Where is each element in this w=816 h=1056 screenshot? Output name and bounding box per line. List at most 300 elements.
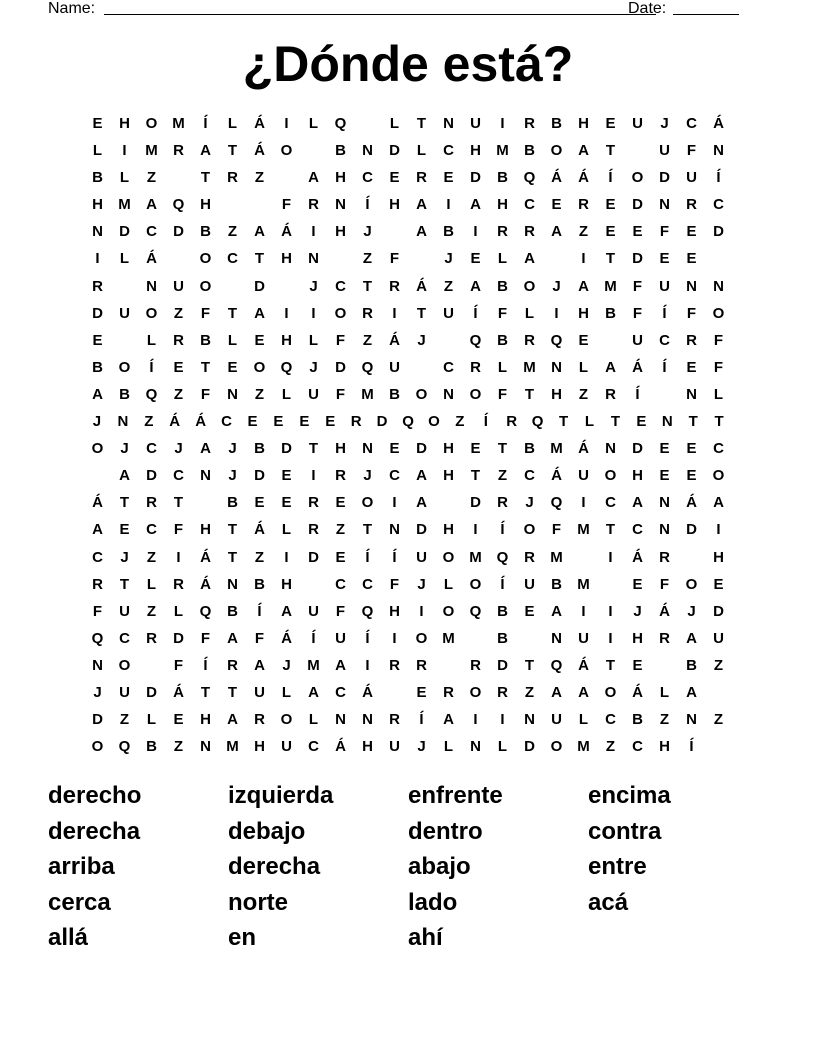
grid-cell: M [577, 521, 590, 539]
grid-cell: B [254, 575, 265, 593]
grid-cell: D [713, 223, 724, 241]
grid-cell: Q [361, 358, 374, 376]
grid-cell: L [497, 358, 508, 376]
grid-cell: Z [227, 223, 238, 241]
grid-cell [219, 277, 246, 304]
grid-cell: I [419, 602, 424, 620]
grid-cell [273, 168, 300, 195]
grid-cell [165, 168, 192, 195]
grid-cell: A [632, 494, 643, 512]
grid-cell: N [659, 494, 670, 512]
grid-cell: I [581, 602, 586, 620]
grid-cell: Q [469, 602, 482, 620]
grid-row [84, 629, 732, 656]
grid-cell: A [254, 304, 265, 322]
grid-cell: O [199, 277, 212, 295]
grid-cell: U [389, 738, 400, 756]
grid-row [84, 114, 732, 141]
grid-cell: A [119, 467, 130, 485]
grid-cell: T [200, 683, 211, 701]
grid-cell: U [443, 304, 454, 322]
grid-cell: Q [531, 413, 544, 431]
grid-cell: F [686, 304, 697, 322]
grid-cell: C [173, 467, 184, 485]
grid-cell [435, 493, 462, 520]
grid-cell: E [325, 413, 336, 431]
grid-cell: H [254, 738, 265, 756]
grid-cell: Í [662, 358, 667, 376]
grid-cell: T [119, 494, 130, 512]
grid-cell: E [470, 250, 481, 268]
grid-cell: D [713, 602, 724, 620]
grid-cell: L [578, 711, 589, 729]
grid-cell: H [551, 385, 562, 403]
grid-cell: H [443, 467, 454, 485]
grid-row [84, 304, 732, 331]
grid-cell: O [280, 142, 293, 160]
grid-cell: R [659, 548, 670, 566]
grid-cell: J [174, 440, 183, 458]
word-bank-item: debajo [228, 817, 306, 845]
grid-cell: Z [173, 385, 184, 403]
grid-cell: B [605, 304, 616, 322]
grid-cell [435, 656, 462, 683]
grid-cell: N [335, 711, 346, 729]
grid-cell: Á [632, 683, 643, 701]
grid-cell: T [254, 250, 265, 268]
grid-cell: C [632, 738, 643, 756]
grid-cell: T [362, 277, 373, 295]
grid-cell: D [146, 467, 157, 485]
grid-row [84, 710, 732, 737]
grid-cell: Q [361, 602, 374, 620]
header [48, 0, 740, 18]
grid-cell: O [91, 440, 104, 458]
word-bank-item: norte [228, 888, 288, 916]
grid-cell: Á [169, 413, 181, 431]
grid-cell: R [524, 548, 535, 566]
grid-cell: E [659, 440, 670, 458]
grid-cell: A [308, 169, 319, 187]
grid-cell: D [659, 169, 670, 187]
grid-cell: E [632, 575, 643, 593]
grid-cell: U [470, 115, 481, 132]
grid-cell: E [686, 250, 697, 268]
grid-cell: O [145, 304, 158, 322]
grid-cell: H [578, 304, 589, 322]
grid-cell: U [578, 467, 589, 485]
grid-cell: D [416, 521, 427, 539]
grid-cell: L [497, 250, 508, 268]
grid-cell: B [497, 277, 508, 295]
grid-cell: R [92, 575, 103, 593]
grid-cell: Q [550, 331, 563, 349]
name-label: Name: [48, 0, 96, 17]
grid-cell: H [335, 169, 346, 187]
grid-cell: E [119, 521, 130, 539]
grid-cell: A [551, 602, 562, 620]
grid-cell: R [389, 656, 400, 674]
grid-cell: O [145, 115, 158, 132]
grid-cell: L [659, 683, 670, 701]
grid-cell: Z [146, 169, 157, 187]
page-title: ¿Dónde está? [242, 36, 574, 92]
grid-cell: Z [497, 467, 508, 485]
grid-cell: H [119, 115, 130, 132]
grid-cell: R [497, 223, 508, 241]
grid-cell: C [335, 683, 346, 701]
grid-cell: E [632, 656, 643, 674]
grid-cell: T [605, 521, 616, 539]
grid-cell: H [632, 467, 643, 485]
grid-cell: D [470, 494, 481, 512]
grid-cell: E [389, 169, 400, 187]
grid-cell [273, 277, 300, 304]
grid-cell: N [551, 358, 562, 376]
grid-cell: R [443, 683, 454, 701]
grid-cell: B [686, 656, 697, 674]
grid-cell: C [686, 115, 697, 132]
grid-cell: L [146, 331, 157, 349]
grid-cell: N [117, 413, 129, 431]
grid-cell: J [282, 656, 291, 674]
grid-cell: R [146, 629, 157, 647]
grid-cell [84, 466, 111, 493]
word-bank-item: arriba [48, 853, 115, 880]
grid-cell: J [552, 277, 561, 295]
grid-cell: Q [334, 115, 347, 132]
grid-cell: I [581, 250, 586, 268]
grid-cell: A [146, 196, 157, 214]
grid-cell: N [713, 277, 724, 295]
grid-cell: C [605, 494, 616, 512]
grid-cell [219, 195, 246, 222]
grid-cell: N [605, 440, 616, 458]
grid-cell: T [416, 304, 427, 322]
grid-cell: J [660, 115, 669, 132]
grid-cell: R [92, 277, 103, 295]
grid-cell: H [632, 629, 643, 647]
grid-row [84, 575, 732, 602]
grid-cell: E [247, 413, 258, 431]
grid-cell: H [281, 575, 292, 593]
grid-cell: O [361, 494, 374, 512]
word-bank-item: derecha [228, 853, 321, 880]
grid-cell: O [253, 358, 266, 376]
grid-cell: B [335, 142, 346, 160]
grid-cell: A [713, 494, 724, 512]
grid-cell: A [335, 656, 346, 674]
grid-cell [705, 683, 732, 710]
grid-cell: L [173, 602, 184, 620]
grid-cell: R [389, 711, 400, 729]
word-bank-item: lado [408, 888, 458, 916]
grid-row [84, 331, 732, 358]
grid-cell: D [389, 142, 400, 160]
grid-cell [516, 629, 543, 656]
grid-cell: T [558, 413, 569, 431]
grid-cell: U [308, 385, 319, 403]
grid-cell: Á [389, 331, 400, 349]
grid-cell: Z [146, 548, 157, 566]
grid-cell: E [335, 548, 346, 566]
grid-cell: Q [496, 548, 509, 566]
grid-cell: D [335, 358, 346, 376]
grid-cell: E [254, 331, 265, 349]
grid-cell: I [608, 602, 613, 620]
grid-cell: L [308, 331, 319, 349]
grid-cell: E [605, 196, 616, 214]
grid-cell: U [119, 602, 130, 620]
grid-cell: R [578, 196, 589, 214]
grid-cell: I [176, 548, 181, 566]
grid-cell: J [444, 250, 453, 268]
grid-cell [327, 249, 354, 276]
grid-row [84, 222, 732, 249]
grid-cell: Z [254, 385, 265, 403]
grid-cell [408, 358, 435, 385]
grid-row [84, 412, 732, 439]
grid-cell: T [227, 304, 238, 322]
grid-cell: Í [149, 358, 154, 376]
grid-cell: U [389, 358, 400, 376]
grid-cell: Í [635, 385, 640, 403]
grid-cell: R [227, 169, 238, 187]
grid-cell: I [500, 711, 505, 729]
grid-cell: J [687, 602, 696, 620]
grid-cell: R [605, 385, 616, 403]
grid-cell: E [632, 223, 643, 241]
grid-cell: Í [500, 521, 505, 539]
grid-cell: Q [469, 331, 482, 349]
grid-cell: T [470, 467, 481, 485]
grid-cell: C [389, 467, 400, 485]
grid-cell: A [92, 521, 103, 539]
grid-cell: E [524, 602, 535, 620]
grid-cell: N [661, 413, 673, 431]
grid-cell: U [119, 683, 130, 701]
grid-row [84, 141, 732, 168]
grid-cell: B [200, 331, 211, 349]
grid-cell: N [227, 385, 238, 403]
grid-cell: O [685, 575, 698, 593]
grid-cell: I [608, 548, 613, 566]
grid-cell: C [146, 223, 157, 241]
grid-cell: R [254, 711, 265, 729]
grid-cell: O [604, 467, 617, 485]
grid-cell: Á [92, 494, 103, 512]
grid-cell: N [659, 521, 670, 539]
grid-cell: Z [578, 385, 589, 403]
grid-cell [300, 575, 327, 602]
grid-cell: R [308, 494, 319, 512]
grid-cell: J [93, 683, 102, 701]
grid-cell: F [254, 629, 265, 647]
grid-cell: E [443, 169, 454, 187]
grid-cell: L [281, 521, 292, 539]
grid-cell: U [281, 738, 292, 756]
grid-cell: R [350, 413, 362, 431]
grid-cell [246, 195, 273, 222]
grid-cell: Á [254, 115, 265, 132]
grid-cell: I [284, 304, 289, 322]
grid-cell: O [334, 304, 347, 322]
grid-cell: H [497, 196, 508, 214]
grid-cell: H [470, 142, 481, 160]
grid-cell: B [254, 440, 265, 458]
grid-cell: M [172, 115, 185, 132]
grid-cell: U [713, 629, 724, 647]
grid-cell: I [95, 250, 100, 268]
grid-cell: E [299, 413, 310, 431]
grid-cell: Q [550, 656, 563, 674]
grid-cell: L [308, 115, 319, 132]
grid-cell: O [118, 358, 131, 376]
grid-cell: R [416, 656, 427, 674]
grid-cell: Í [203, 115, 208, 132]
grid-cell: C [92, 548, 103, 566]
grid-cell: H [389, 196, 400, 214]
grid-row [84, 466, 732, 493]
grid-cell: M [550, 548, 563, 566]
grid-cell: F [713, 358, 724, 376]
grid-cell: L [92, 142, 103, 160]
grid-cell: D [281, 440, 292, 458]
grid-cell: E [713, 575, 724, 593]
grid-cell: F [713, 331, 724, 349]
grid-cell: Z [524, 683, 535, 701]
grid-cell: D [254, 467, 265, 485]
word-bank-item: derecha [48, 817, 141, 845]
grid-cell: N [686, 711, 697, 729]
grid-cell: I [473, 521, 478, 539]
grid-row [84, 439, 732, 466]
grid-cell: M [469, 548, 482, 566]
grid-cell: F [497, 385, 508, 403]
grid-cell [165, 249, 192, 276]
grid-cell: O [469, 385, 482, 403]
grid-cell: H [335, 223, 346, 241]
grid-cell: Z [144, 413, 154, 431]
grid-cell: L [119, 250, 130, 268]
grid-cell: F [173, 656, 184, 674]
grid-cell: T [200, 358, 211, 376]
grid-cell: C [713, 196, 724, 214]
grid-cell: F [281, 196, 292, 214]
grid-cell: I [473, 711, 478, 729]
grid-row [84, 602, 732, 629]
grid-cell: U [659, 142, 670, 160]
grid-cell: C [335, 277, 346, 295]
grid-cell: Á [281, 629, 292, 647]
grid-row [84, 277, 732, 304]
grid-cell: C [605, 711, 616, 729]
grid-cell: O [199, 250, 212, 268]
grid-cell: R [497, 494, 508, 512]
grid-cell: T [227, 521, 238, 539]
grid-cell: F [335, 331, 346, 349]
grid-cell [624, 141, 651, 168]
grid-cell: U [119, 304, 130, 322]
grid-cell: C [146, 440, 157, 458]
grid-cell: U [416, 548, 427, 566]
grid-cell: I [392, 494, 397, 512]
grid-cell: Á [416, 277, 427, 295]
grid-cell: J [309, 277, 318, 295]
word-bank-item: en [228, 924, 257, 951]
grid-cell: A [605, 358, 616, 376]
grid-row [84, 683, 732, 710]
grid-cell: H [362, 738, 373, 756]
grid-cell: I [608, 629, 613, 647]
grid-cell: H [659, 738, 670, 756]
grid-cell: R [389, 277, 400, 295]
grid-cell: J [120, 548, 129, 566]
grid-cell: B [524, 142, 535, 160]
grid-cell: I [311, 223, 316, 241]
grid-cell: I [311, 304, 316, 322]
grid-cell: Á [200, 575, 211, 593]
grid-cell: Á [632, 358, 643, 376]
grid-cell: L [389, 115, 400, 132]
grid-cell [570, 548, 597, 575]
grid-row [84, 520, 732, 547]
grid-cell: F [200, 304, 211, 322]
grid-cell: A [416, 196, 427, 214]
grid-cell [651, 385, 678, 412]
grid-cell: T [688, 413, 698, 431]
grid-cell: Z [362, 250, 373, 268]
grid-cell: I [473, 223, 478, 241]
grid-cell: I [284, 115, 289, 132]
grid-cell [408, 249, 435, 276]
grid-cell: J [633, 602, 642, 620]
grid-cell: L [227, 331, 238, 349]
grid-cell: O [712, 304, 725, 322]
grid-cell: Z [146, 602, 157, 620]
grid-cell: E [281, 467, 292, 485]
grid-cell: Á [281, 223, 292, 241]
grid-cell: B [497, 629, 508, 647]
grid-cell: T [524, 385, 535, 403]
grid-cell: E [92, 115, 103, 132]
grid-cell: E [686, 440, 697, 458]
grid-cell: R [362, 304, 373, 322]
grid-cell: M [118, 196, 131, 214]
word-bank-item: izquierda [228, 782, 334, 809]
grid-cell: N [308, 250, 319, 268]
grid-cell: T [173, 494, 184, 512]
grid-cell: M [577, 575, 590, 593]
word-bank [48, 780, 768, 958]
grid-cell: E [335, 494, 346, 512]
grid-cell: C [227, 250, 238, 268]
grid-cell [678, 548, 705, 575]
grid-row [84, 385, 732, 412]
grid-cell: H [200, 196, 211, 214]
grid-cell: R [524, 115, 535, 132]
grid-cell: H [578, 115, 589, 132]
grid-cell: E [686, 358, 697, 376]
grid-cell [381, 683, 408, 710]
grid-cell: Í [257, 602, 262, 620]
grid-row [84, 737, 732, 764]
grid-cell: E [389, 440, 400, 458]
grid-cell: A [200, 440, 211, 458]
grid-cell: J [417, 575, 426, 593]
grid-cell: M [523, 358, 536, 376]
grid-cell: N [443, 385, 454, 403]
